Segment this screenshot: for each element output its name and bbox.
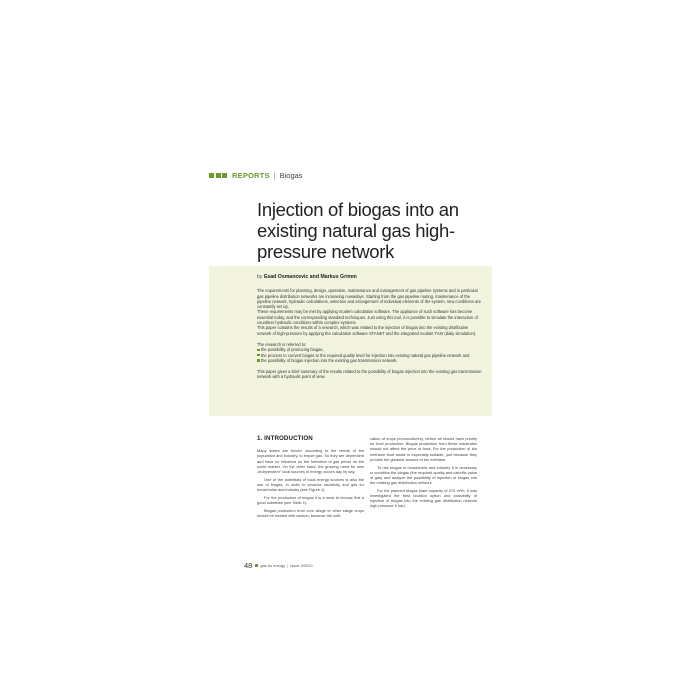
section-heading: 1. INTRODUCTION [257, 435, 313, 442]
section-label: REPORTS [232, 170, 270, 180]
body-paragraph: To use biogas in households and industry it is necessary to condition the biogas (the required quality and calorific value of gas) and analyze the possibility of injection of biogas into the existing gas distribution network. [370, 464, 477, 486]
bullet-square-icon [257, 354, 260, 357]
header-separator: | [273, 170, 276, 180]
footer-square-icon [255, 564, 258, 567]
abstract-paragraph: The requirements for planning, design, operation, maintenance and management of gas pipeline systems and in particular gas pipeline distribution networks are increasing nowadays. Starting from the gas pipeline routing, maintenance of the pipeline network, hydraulic calculations, selection and arrangement of individual elements of the system, new conditions are constantly set up. [257, 288, 481, 310]
footer-separator: | [287, 563, 289, 568]
body-paragraph: One of the potentials of local energy sources is also the use of biogas, in order to produce electricity and gas for households and industry (see Figure 1). [257, 476, 364, 493]
abstract-list-intro: The research is referred to: [257, 341, 307, 347]
bullet-square-icon [257, 359, 260, 362]
article-title: Injection of biogas into an existing natural gas high-pressure network [257, 199, 459, 262]
body-paragraph: Biogas production from corn silage or other silage crops should be treated with caution, because the culti- [257, 507, 364, 518]
abstract-bullet: the process to convert biogas to the required quality level for injection into existing natural gas pipeline network and [257, 353, 483, 358]
body-paragraph: vation of crops (monocultures), before all should have priority for food production. Biogas production from these substrates should not affect the price of food. For the production of bio methane food waste is especially suitable, just because they provide the greatest amount of bio methane. [370, 436, 477, 462]
abstract-box [209, 266, 492, 416]
body-paragraph: For the production of biogas it is a must to choose first a good substrate (see Table 1). [257, 494, 364, 506]
abstract-paragraph: These requirements may be met by applying modern calculation software. The appliance of such software has become essential today, and the corresponding standard techniques. Just using this tool, it is possible to simulate the interaction of countless hydraulic conditions within complex systems. [257, 309, 478, 326]
journal-name: gas for energy [260, 563, 286, 568]
issue-label: Issue 3/2010 [290, 563, 313, 568]
body-paragraph: Many states are forced, according to the needs of the population and industry, to import gas. So they are dependent and have no influence on the formation of gas prices on the world market. On the other hand, the growing need for new „independent“ local sources of energy occurs day by day. [257, 448, 364, 475]
byline-authors: Esad Osmancevic and Markus Grimm [263, 274, 357, 280]
abstract-paragraph: This paper contains the results of a research, which was related to the injection of biogas into the existing distributive network of high-pressure by applying the calculation software STANET and the integrated module TASI (daily simulation). [257, 325, 477, 336]
bullet-square-icon [257, 349, 260, 352]
page-number: 48 [244, 561, 253, 570]
body-column-left [257, 436, 364, 521]
abstract-bullet: the possibility of biogas injection into the existing gas transmission network. [257, 358, 483, 363]
byline [257, 275, 483, 280]
body-paragraph: For the planned biogas plant capacity of 370 m³/h, it was investigated the best location option and possibility of injection of biogas into the existing gas distribution network high pressure 6 bar). [370, 487, 477, 509]
report-header [209, 169, 303, 181]
body-column-right [370, 436, 477, 511]
abstract-bullet: the possibility of producing biogas, [257, 347, 483, 352]
byline-by: by [257, 274, 263, 280]
page-footer [244, 561, 313, 570]
header-squares-icon [209, 173, 227, 178]
abstract-paragraph: This paper gives a brief summary of the results related to the possibility of biogas injection into the existing gas transmission network with a hydraulic point of view. [257, 369, 482, 380]
topic-label: Biogas [279, 170, 303, 180]
